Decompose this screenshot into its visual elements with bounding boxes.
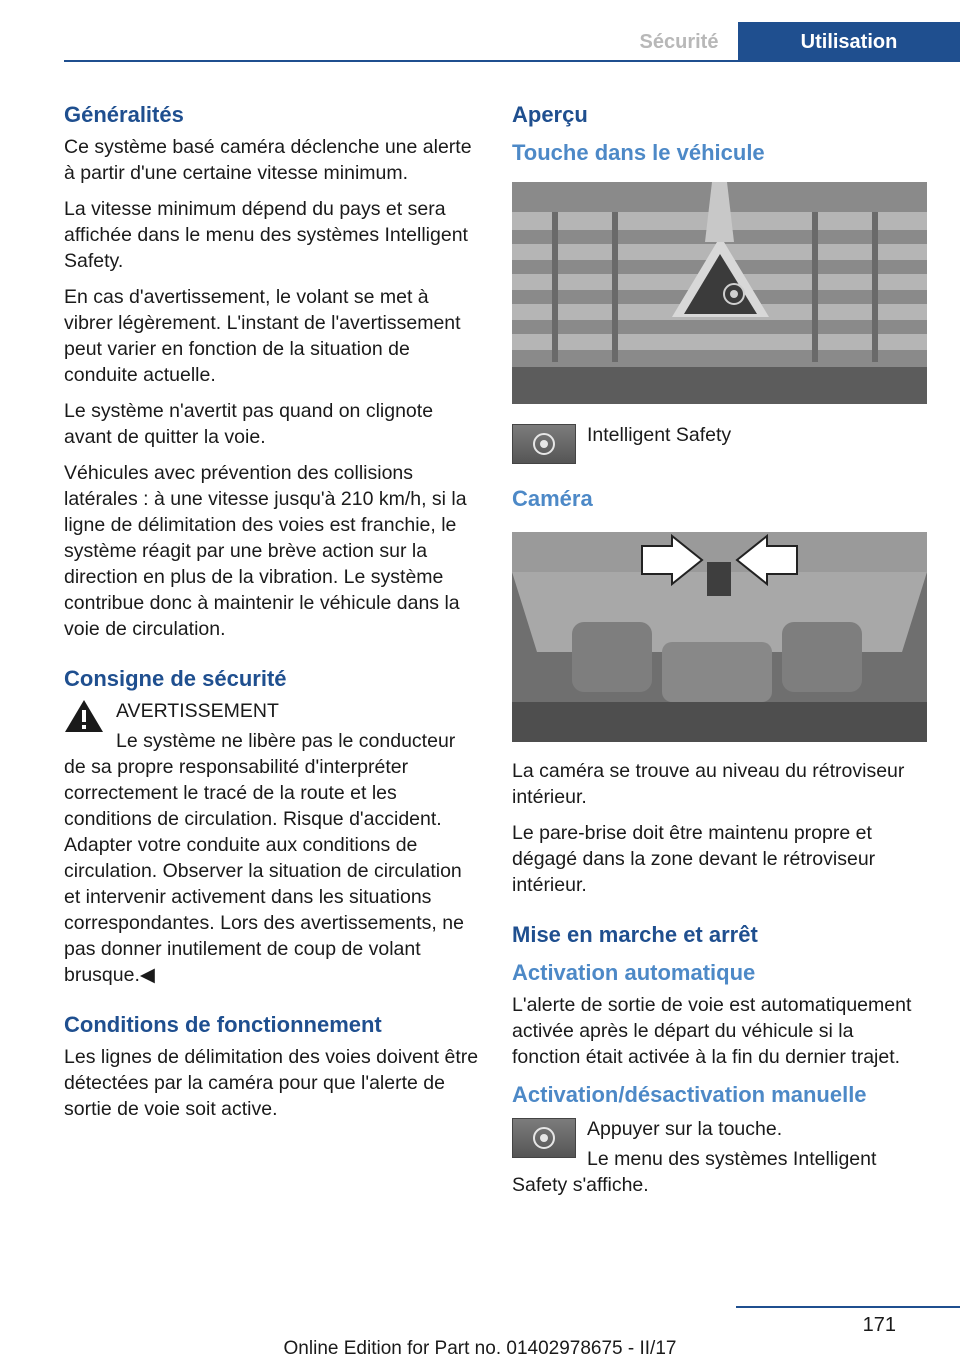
paragraph: Ce système basé caméra déclenche une alerte à partir d'une certaine vitesse minimum. <box>64 136 472 184</box>
intelligent-safety-button-icon <box>512 424 576 464</box>
paragraph: En cas d'avertissement, le volant se met à vibrer légèrement. L'instant de l'avertissement peut varier en fonction de la situation de conduite actuelle. <box>64 286 461 386</box>
heading-touche: Touche dans le véhicule <box>512 140 765 165</box>
paragraph: L'alerte de sortie de voie est automatiquement activée après le départ du véhicule si la fonction était activée à la fin du dernier trajet. <box>512 994 912 1068</box>
left-column <box>64 100 479 1132</box>
right-column <box>512 100 927 1208</box>
warning-label: AVERTISSEMENT <box>116 700 279 722</box>
paragraph: Le pare-brise doit être maintenu propre et dégagé dans la zone devant le rétroviseur intérieur. <box>512 822 876 896</box>
paragraph: La vitesse minimum dépend du pays et sera affichée dans le menu des systèmes Intelligent Safety. <box>64 198 468 272</box>
paragraph: La caméra se trouve au niveau du rétroviseur intérieur. <box>512 760 905 808</box>
heading-apercu: Aperçu <box>512 102 588 127</box>
heading-auto: Activation automatique <box>512 960 756 985</box>
warning-triangle-icon <box>64 698 104 734</box>
intelligent-safety-button-icon <box>512 1118 576 1158</box>
heading-conditions: Conditions de fonctionnement <box>64 1012 382 1037</box>
camera-photo <box>512 532 927 742</box>
page-header <box>0 0 960 62</box>
tab-securite: Sécurité <box>639 31 719 53</box>
heading-marche: Mise en marche et arrêt <box>512 922 758 947</box>
button-legend <box>512 422 927 462</box>
header-rule <box>64 60 960 62</box>
footer-rule <box>736 1306 960 1308</box>
paragraph: Véhicules avec prévention des collisions latérales : à une vitesse jusqu'à 210 km/h, si la ligne de délimitation des voies est franchie, le système réagit par une brève action sur la direction en plus de la vibration. Le système contribue donc à maintenir le véhicule dans la voie de circulation. <box>64 462 467 640</box>
heading-consigne: Consigne de sécurité <box>64 666 287 691</box>
tab-utilisation: Utilisation <box>738 22 960 62</box>
warning-text: Le système ne libère pas le conducteur de sa propre responsabilité d'interpréter correctement le tracé de la route et les conditions de circulation. Risque d'accident. Adapter votre conduite aux conditions de circulation. Observer la situation de circulation et intervenir activement dans les situations correspondantes. Lors des avertissements, ne pas donner inutilement de coup de volant brusque.◀ <box>64 730 464 986</box>
heading-generalites: Généralités <box>64 102 184 127</box>
page-number: 171 <box>862 1314 896 1336</box>
manual-step <box>512 1116 927 1198</box>
button-caption: Intelligent Safety <box>587 424 732 446</box>
heading-camera: Caméra <box>512 486 593 511</box>
manual-step-text: Appuyer sur la touche. <box>587 1118 783 1140</box>
paragraph: Les lignes de délimitation des voies doivent être détectées par la caméra pour que l'alerte de sortie de voie soit active. <box>64 1046 479 1120</box>
paragraph: Le système n'avertit pas quand on clignote avant de quitter la voie. <box>64 400 434 448</box>
heading-manual: Activation/désactivation manuelle <box>512 1082 867 1107</box>
manual-text: Le menu des systèmes Intelligent Safety s'affiche. <box>512 1148 877 1196</box>
vehicle-button-photo <box>512 182 927 404</box>
footer-edition: Online Edition for Part no. 01402978675 - II/17 <box>283 1338 677 1359</box>
warning-block <box>64 698 479 988</box>
